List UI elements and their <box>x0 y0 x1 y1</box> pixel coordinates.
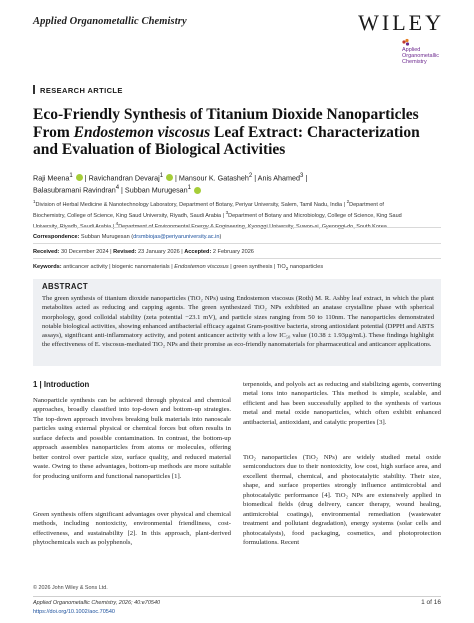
author-name[interactable]: Balasubramani Ravindran <box>33 185 116 195</box>
affiliation-line <box>33 209 443 220</box>
author-name[interactable]: Subban Murugesan <box>124 185 188 195</box>
page-number: 1 of 16 <box>421 599 441 606</box>
paragraph: TiO₂ nanoparticles (TiO₂ NPs) are widely studied metal oxide semiconductors due to their nontoxicity, low cost, high surface area, and excellent thermal, chemical, and photocatalytic stability. Their size, shape, and surface properties strongly influence antimicrobial and photocatalytic performance [4]. TiO₂ NPs are extensively applied in biomedical fields (drug delivery, cancer therapy, wound healing, antimicrobial coatings), environmental remediation (wastewater treatment and pollutant degradation), energy systems (solar cells and photocatalysts), food packaging, cosmetics, and photoprotection formulations. Recent <box>243 454 441 547</box>
accepted-label: Accepted: <box>184 249 212 255</box>
logo-text-3: Chemistry <box>402 59 427 65</box>
keywords <box>33 264 323 271</box>
date-separator: | <box>108 249 114 255</box>
author-line-1 <box>33 171 443 183</box>
divider <box>33 227 441 228</box>
author-affil-sup: 3 <box>300 173 304 179</box>
correspondence-name: Subban Murugesan ( <box>79 234 134 240</box>
correspondence-email-link[interactable]: drsmbiojas@periyaruniversity.ac.in <box>133 234 220 240</box>
footer-journal: Applied Organometallic Chemistry, 2026; 40:e70540 <box>33 600 161 606</box>
keywords-sub: 2 <box>285 266 289 272</box>
paragraph: terpenoids, and polyols act as reducing and stabilizing agents, converting metal ions into nanoparticles. This method is simple, scalable, and efficient and has been successfully applied to the synthesis of various metal and metal oxide nanoparticles, which often exhibit enhanced antibacterial, antioxidant, and catalytic properties [3]. <box>243 381 441 426</box>
paragraph: Green synthesis offers significant advantages over physical and chemical methods, including nontoxicity, environmental friendliness, cost-effectiveness, and sustainability [2]. In this approach, plant-derived phytochemicals such as polyphenols, <box>33 511 231 547</box>
author-separator: | <box>175 173 177 183</box>
author-affil-sup: 1 <box>159 173 164 179</box>
affiliation-line <box>33 198 443 209</box>
logo-text-2: Organometallic <box>402 53 439 59</box>
article-dates <box>33 249 254 255</box>
divider <box>33 258 441 259</box>
correspondence-close: ) <box>219 234 222 240</box>
divider <box>33 243 441 244</box>
title-line-2 <box>33 124 443 142</box>
affil-text: | <box>342 201 347 208</box>
affil-text: Department of Botany and Microbiology, College of Science, King Saud <box>228 212 402 219</box>
received-date: 30 December 2024 <box>59 249 109 255</box>
publisher-logo: WILEY <box>358 10 444 35</box>
affil-text: Division of Herbal Medicine & Nanotechnology Laboratory, Department of Botany, Periyar University, Salem, Tamil Nadu, India <box>35 201 343 208</box>
affil-sup: 4 <box>115 221 119 227</box>
author-affil-sup: 4 <box>115 185 120 192</box>
affil-sup: 1 <box>33 199 36 204</box>
keywords-species: Endostemon viscosus <box>174 264 229 270</box>
article-type <box>33 85 123 95</box>
affil-text: Biochemistry, College of Science, King Saud University, Riyadh, Saudi Arabia | <box>33 212 226 219</box>
affil-sup: 2 <box>346 199 350 204</box>
article-title <box>33 106 443 159</box>
author-separator: | <box>305 173 308 183</box>
author-separator: | <box>84 173 87 183</box>
author-name[interactable]: Raji Meena <box>33 173 70 183</box>
keywords-text: nanoparticles <box>288 264 324 270</box>
keywords-label: Keywords: <box>33 264 62 270</box>
abstract-text: The green synthesis of titanium dioxide nanoparticles (TiO₂ NPs) using Endostemon viscosus (Roth) M. R. Ashby leaf extract, in which the plant metabolites acted as reducing and capping agents. The green synthesized TiO₂ NPs exhibited an anatase crystalline phase with spherical morphology, good colloidal stability (zeta potential −23.1 mV), and particle sizes ranging from 50 to 110nm. The nanoparticles demonstrated notable biological activities, showing enhanced antibacterial efficacy against Gram-positive bacteria, strong antioxidant potential (DPPH and ABTS assays), significant anti-inflammatory activity, and potent anticancer activity with a low IC₅₀ value (10.38 ± 1.93µg/mL). These findings highlight the effectiveness of E. viscosus-mediated TiO₂ NPs and their promise as eco-friendly nanomaterials for pharmaceutical and anticancer applications. <box>42 295 434 349</box>
author-name[interactable]: Anis Ahamed <box>257 173 301 183</box>
title-line-1: Eco-Friendly Synthesis of Titanium Dioxide Nanoparticles <box>33 106 419 123</box>
revised-label: Revised: <box>113 249 137 255</box>
title-species: Endostemon viscosus <box>73 123 211 141</box>
correspondence <box>33 234 221 240</box>
journal-logo-icon <box>402 38 410 46</box>
correspondence-label: Correspondence: <box>33 234 80 240</box>
author-name[interactable]: Mansour K. Gatasheh <box>178 173 249 183</box>
article-type-label: RESEARCH ARTICLE <box>40 86 123 95</box>
logo-text-1: Applied <box>402 47 421 53</box>
date-separator: | <box>179 249 185 255</box>
author-name[interactable]: Ravichandran Devaraj <box>88 173 160 183</box>
intro-right-column-2 <box>243 453 441 548</box>
doi-link[interactable]: https://doi.org/10.1002/aoc.70540 <box>33 609 115 615</box>
author-list <box>33 171 443 196</box>
title-text: Leaf Extract: Characterization <box>210 123 420 141</box>
author-line-2 <box>33 183 443 195</box>
intro-left-column <box>33 396 231 481</box>
revised-date: 23 January 2026 <box>136 249 180 255</box>
affil-sup: 3 <box>225 210 229 216</box>
intro-left-column-2 <box>33 510 231 548</box>
journal-name: Applied Organometallic Chemistry <box>33 16 187 27</box>
section-heading: 1 | Introduction <box>33 380 90 389</box>
journal-logo <box>402 47 438 65</box>
orcid-icon[interactable] <box>194 187 201 194</box>
article-type-bar <box>33 85 35 94</box>
accepted-date: 2 February 2026 <box>211 249 254 255</box>
affiliation-line <box>33 220 443 231</box>
received-label: Received: <box>33 249 60 255</box>
affil-text: Department of <box>349 201 384 208</box>
keywords-text: | green synthesis | TiO <box>228 264 286 270</box>
abstract-heading: ABSTRACT <box>42 282 89 291</box>
author-affil-sup: 1 <box>187 185 192 192</box>
keywords-text: anticancer activity | biogenic nanomaterials | <box>61 264 175 270</box>
intro-right-column <box>243 380 441 427</box>
author-affil-sup: 1 <box>69 173 73 179</box>
author-affil-sup: 2 <box>248 173 253 179</box>
orcid-icon[interactable] <box>166 174 173 181</box>
footer-divider <box>33 596 441 597</box>
paragraph: Nanoparticle synthesis can be achieved through physical and chemical approaches, broadly classified into top-down and bottom-up strategies. The top-down approach involves breaking bulk materials into nanoscale particles using external physical or chemical forces but often results in surface defects and possible contamination. In contrast, the bottom-up approach assembles nanoparticles from atoms or molecules, offering better control over particle size, surface quality, and reduced material waste. Owing to these advantages, bottom-up methods are more suitable for producing uniform and functional nanoparticles [1]. <box>33 397 231 480</box>
title-line-3: and Evaluation of Biological Activities <box>33 141 286 158</box>
author-separator: | <box>254 173 257 183</box>
orcid-icon[interactable] <box>76 174 83 181</box>
title-text: From <box>33 123 74 141</box>
author-separator: | <box>121 185 123 195</box>
copyright: © 2026 John Wiley & Sons Ltd. <box>33 585 108 591</box>
